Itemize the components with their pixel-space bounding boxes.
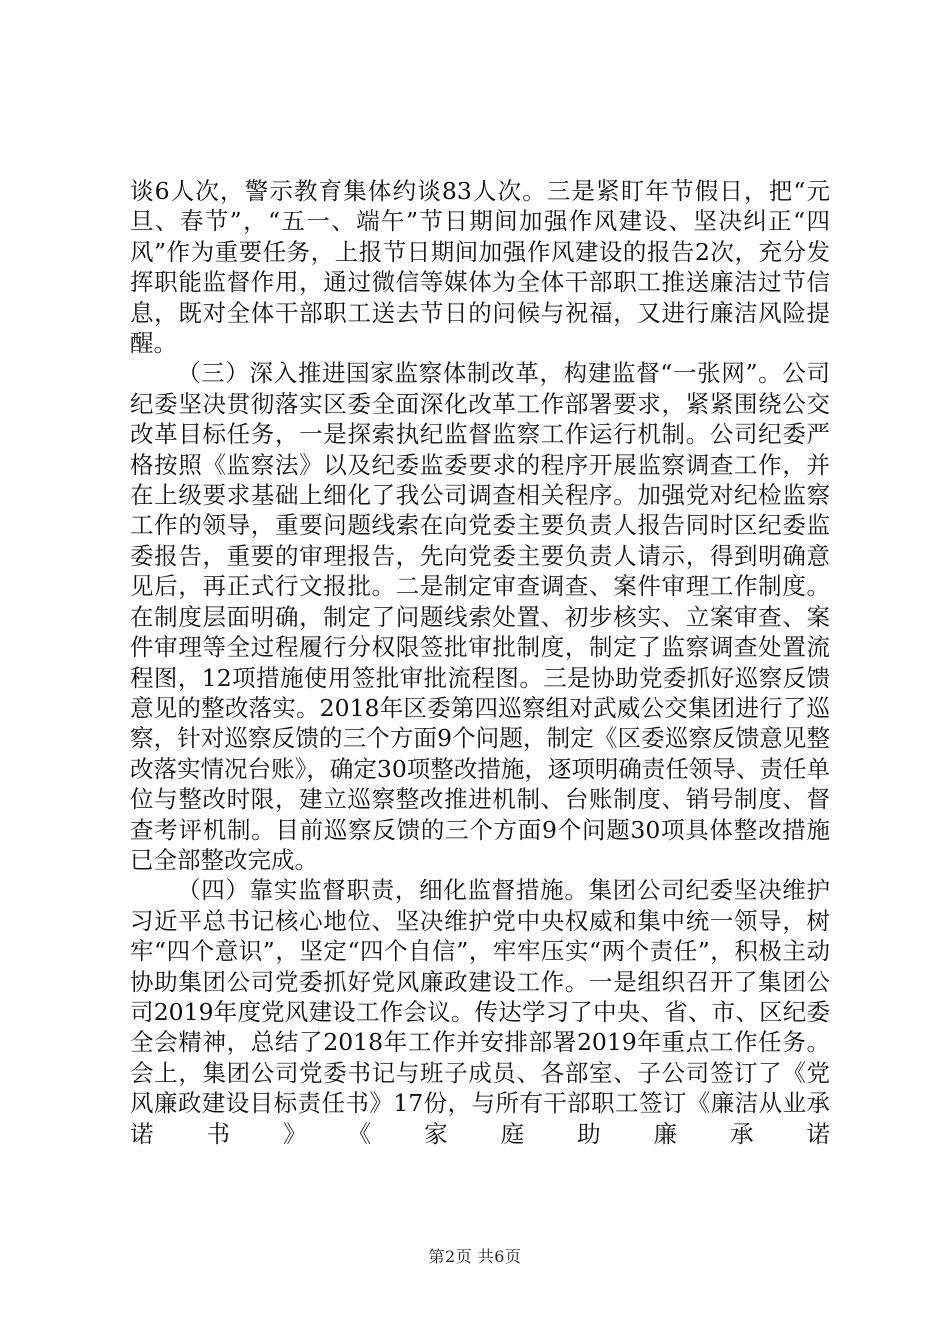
paragraph-section-four: （四）靠实监督职责，细化监督措施。集团公司纪委坚决维护习近平总书记核心地位、坚决维护党中央权威和集中统一领导，树牢“四个意识”，坚定“四个自信”，牢牢压实“两个责任”，积极主动协助集团公司党委抓好党风廉政建设工作。一是组织召开了集团公司2019年度党风建设工作会议。传达学习了中央、省、市、区纪委全会精神，总结了2018年工作并安排部署2019年重点工作任务。会上，集团公司党委书记与班子成员、各部室、子公司签订了《党风廉政建设目标责任书》17份，与所有干部职工签订《廉洁从业承诺书》《家庭助廉承诺 [130,876,830,1148]
page-footer: 第2页 共6页 [428,1247,522,1266]
paragraph-section-three: （三）深入推进国家监察体制改革，构建监督“一张网”。公司纪委坚决贯彻落实区委全面深化改革工作部署要求，紧紧围绕公交改革目标任务，一是探索执纪监督监察工作运行机制。公司纪委严格按照《监察法》以及纪委监委要求的程序开展监察调查工作，并在上级要求基础上细化了我公司调查相关程序。加强党对纪检监察工作的领导，重要问题线索在向党委主要负责人报告同时区纪委监委报告，重要的审理报告，先向党委主要负责人请示，得到明确意见后，再正式行文报批。二是制定审查调查、案件审理工作制度。在制度层面明确，制定了问题线索处置、初步核实、立案审查、案件审理等全过程履行分权限签批审批制度，制定了监察调查处置流程图，12项措施使用签批审批流程图。三是协助党委抓好巡察反馈意见的整改落实。2018年区委第四巡察组对武威公交集团进行了巡察，针对巡察反馈的三个方面9个问题，制定《区委巡察反馈意见整改落实情况台账》，确定30项整改措施，逐项明确责任领导、责任单位与整改时限，建立巡察整改推进机制、台账制度、销号制度、督查考评机制。目前巡察反馈的三个方面9个问题30项具体整改措施已全部整改完成。 [130,359,830,874]
document-body [130,176,830,1149]
paragraph-continuation: 谈6人次，警示教育集体约谈83人次。三是紧盯年节假日，把“元旦、春节”，“五一、端午”节日期间加强作风建设、坚决纠正“四风”作为重要任务，上报节日期间加强作风建设的报告2次，充分发挥职能监督作用，通过微信等媒体为全体干部职工推送廉洁过节信息，既对全体干部职工送去节日的问候与祝福，又进行廉洁风险提醒。 [130,177,830,358]
